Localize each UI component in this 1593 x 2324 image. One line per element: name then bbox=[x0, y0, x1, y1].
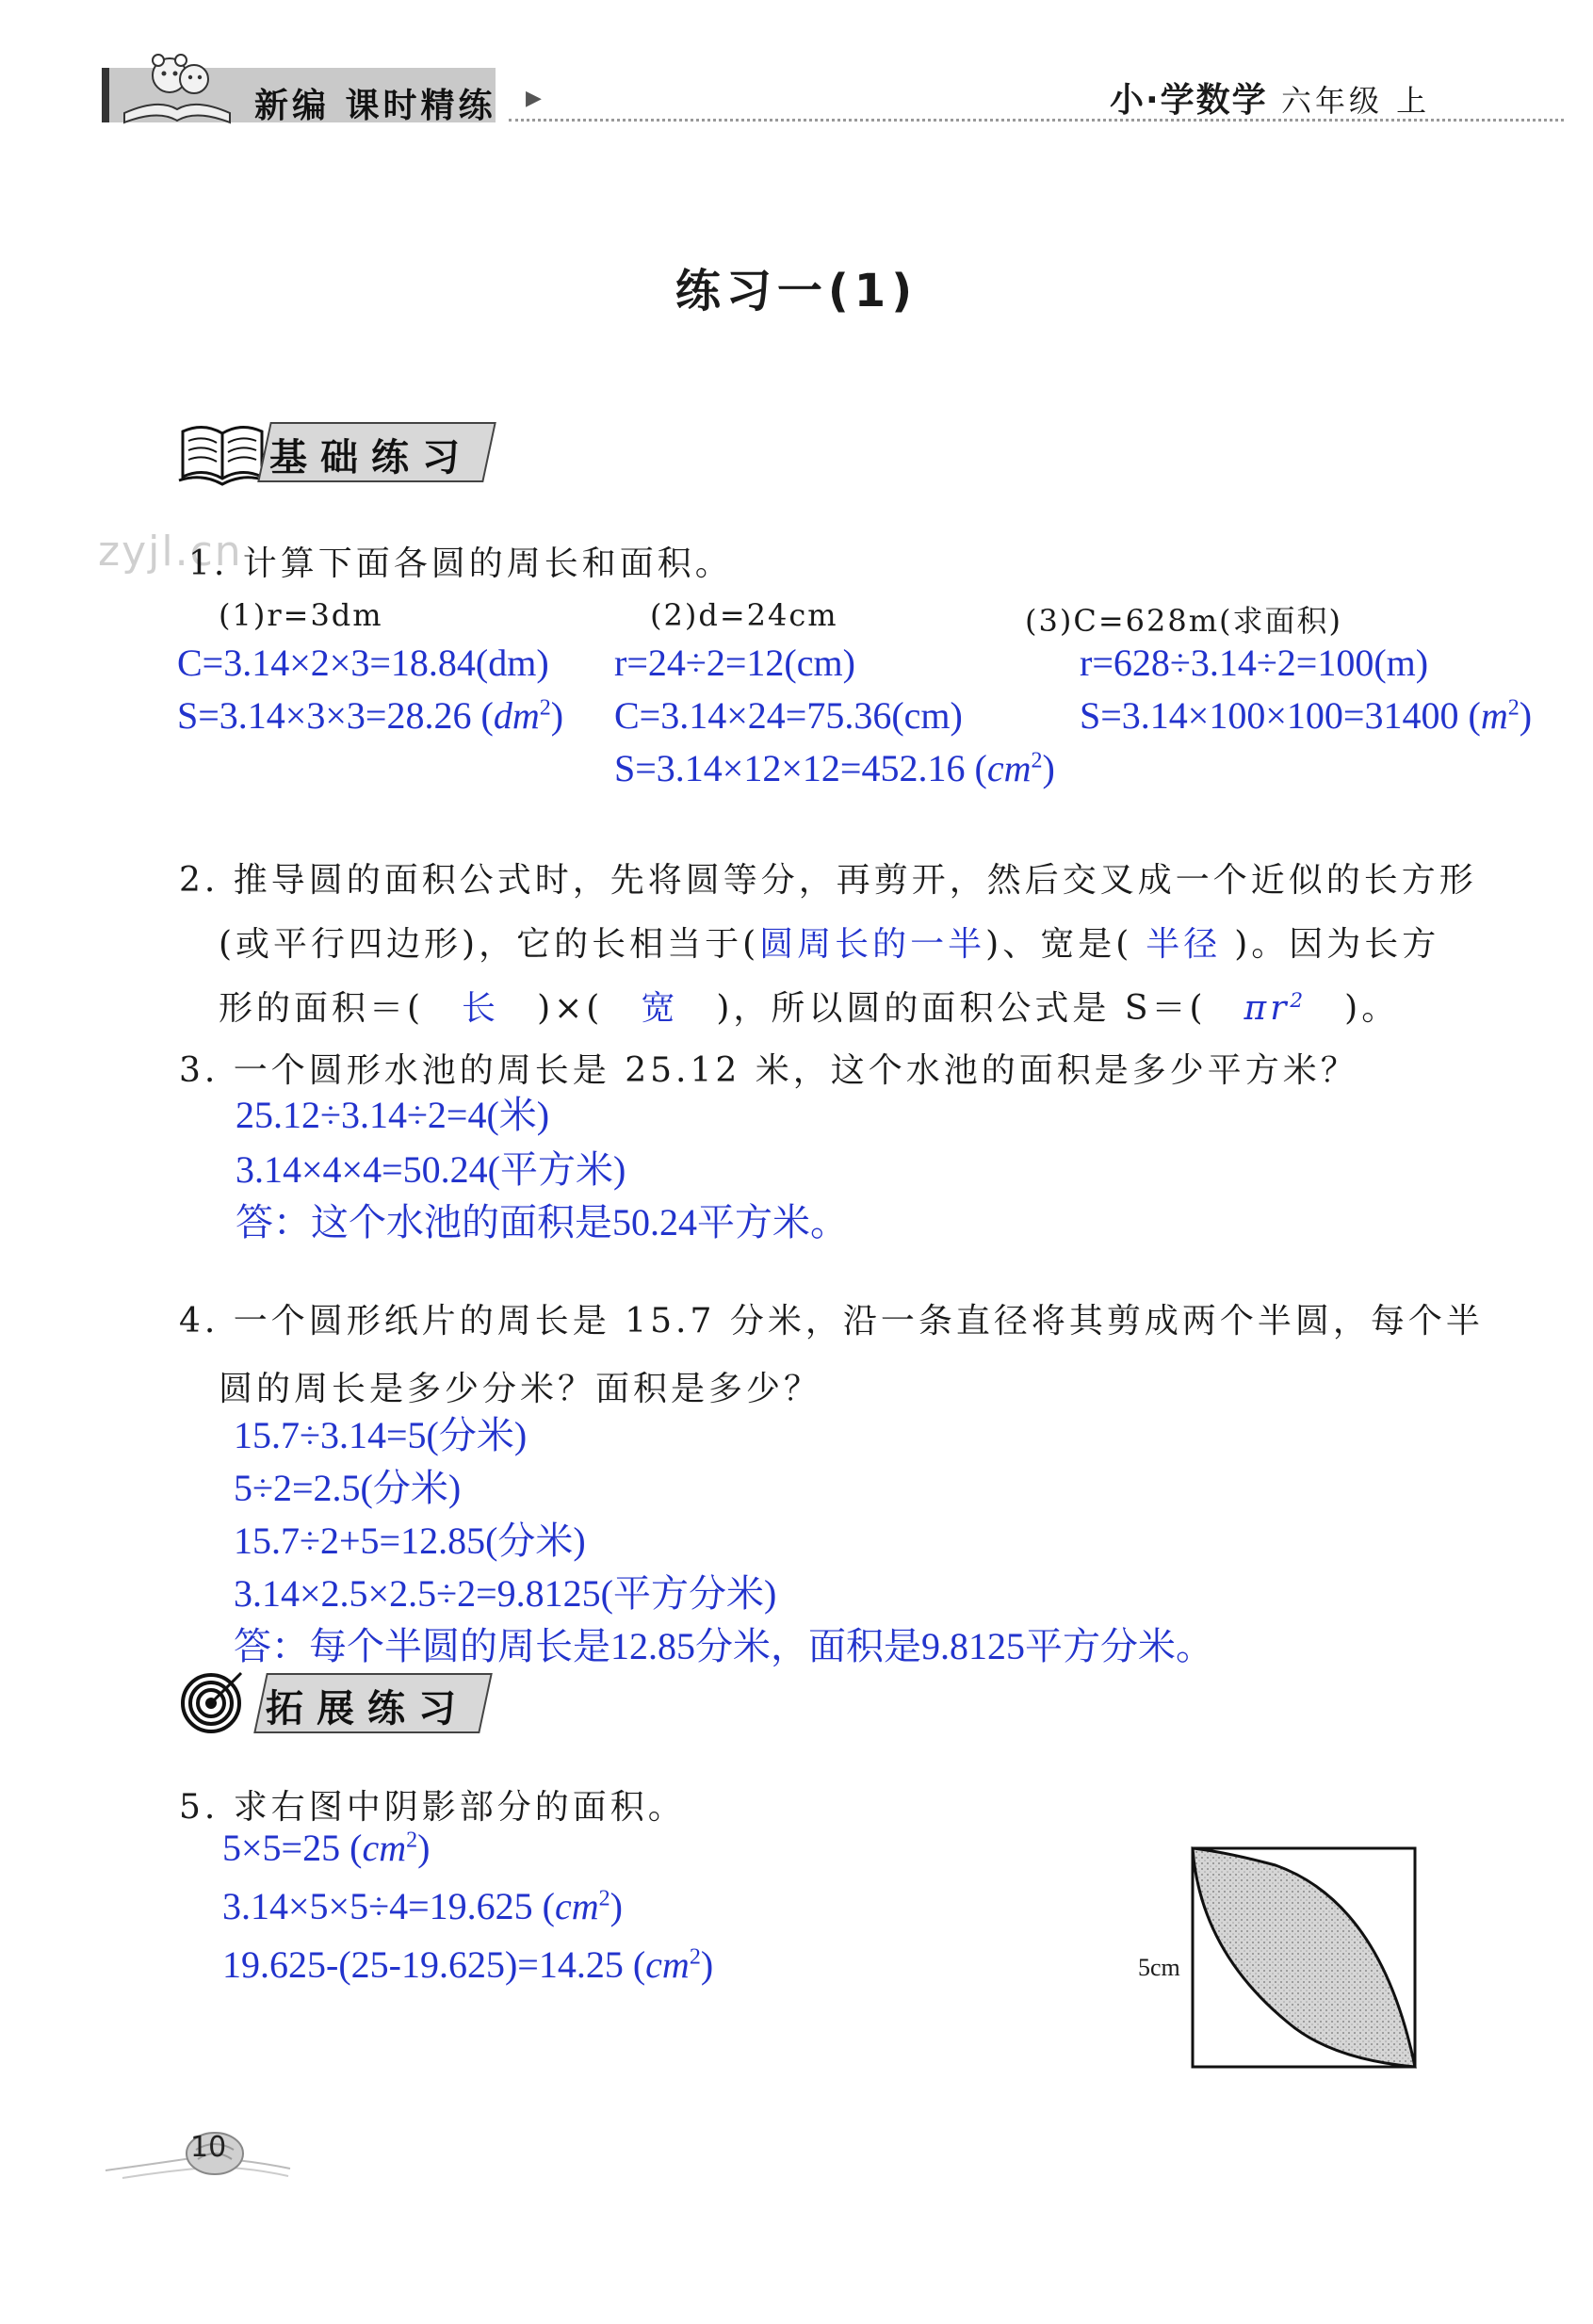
question-2-line-3: 形的面积＝( 长 )×( 宽 )，所以圆的面积公式是 S＝( $\pi r^2$ )。 bbox=[219, 989, 1400, 1028]
question-3-stem: 3. 一个圆形水池的周长是 25.12 米，这个水池的面积是多少平方米？ bbox=[179, 1051, 1358, 1090]
q1-part-3-answer-2: S=3.14×100×100=31400 $(m^2)$ bbox=[1080, 694, 1533, 737]
page-title: 练习一(1) bbox=[675, 265, 918, 317]
question-5-stem: 5. 求右图中阴影部分的面积。 bbox=[179, 1788, 686, 1827]
q4-answer-1: 15.7÷3.14=5(分米) bbox=[234, 1414, 528, 1456]
q2-blank-5: $\pi r^2$ bbox=[1244, 989, 1308, 1028]
q4-answer-5: 答：每个半圆的周长是12.85分米，面积是9.8125平方分米。 bbox=[234, 1625, 1213, 1667]
q2-blank-3: 长 bbox=[462, 989, 500, 1028]
section-title-basic: 基础练习 bbox=[269, 436, 473, 479]
q3-answer-3: 答：这个水池的面积是50.24平方米。 bbox=[236, 1201, 848, 1243]
q2-blank-2: 半径 bbox=[1146, 925, 1222, 964]
q4-answer-2: 5÷2=2.5(分米) bbox=[234, 1467, 462, 1509]
figure-side-label: 5cm bbox=[1138, 1954, 1180, 1981]
question-4-line-1: 4. 一个圆形纸片的周长是 15.7 分米，沿一条直径将其剪成两个半圆，每个半 bbox=[179, 1302, 1484, 1341]
page-number: 10 bbox=[190, 2131, 227, 2164]
section-title-extend: 拓展练习 bbox=[266, 1687, 469, 1731]
q2-blank-4: 宽 bbox=[641, 989, 679, 1028]
question-4-line-2: 圆的周长是多少分米？面积是多少？ bbox=[219, 1370, 822, 1408]
grade-label: 六年级 上 bbox=[1281, 83, 1431, 119]
q1-part-3-answer-1: r=628÷3.14÷2=100(m) bbox=[1080, 642, 1429, 684]
q3-answer-2: 3.14×4×4=50.24(平方米) bbox=[236, 1148, 626, 1191]
q5-answer-3: 19.625-(25-19.625)=14.25 $(cm^2)$ bbox=[222, 1943, 714, 1986]
brand-title: 新编 课时精练 bbox=[254, 87, 496, 125]
q1-part-1-label: (1)r=3dm bbox=[219, 597, 383, 633]
q5-answer-1: 5×5=25 $(cm^2)$ bbox=[222, 1827, 431, 1869]
question-2-line-1: 2. 推导圆的面积公式时，先将圆等分，再剪开，然后交叉成一个近似的长方形 bbox=[179, 861, 1477, 900]
target-icon bbox=[179, 1667, 247, 1735]
q1-part-1-answer-2: S=3.14×3×3=28.26 $(dm^2)$ bbox=[177, 694, 564, 737]
shaded-leaf-figure bbox=[1189, 1845, 1422, 2071]
header-rule bbox=[509, 119, 1564, 122]
q4-answer-3: 15.7÷2+5=12.85(分米) bbox=[234, 1520, 586, 1562]
triangle-arrow-icon: ▶ bbox=[526, 87, 542, 110]
q1-part-2-answer-2: C=3.14×24=75.36(cm) bbox=[614, 694, 963, 737]
q4-answer-4: 3.14×2.5×2.5÷2=9.8125(平方分米) bbox=[234, 1572, 777, 1615]
open-book-icon bbox=[177, 414, 268, 490]
q1-part-1-answer-1: C=3.14×2×3=18.84(dm) bbox=[177, 642, 549, 684]
q1-part-3-label: (3)C=628m(求面积) bbox=[1025, 603, 1343, 639]
question-2-line-2: (或平行四边形)，它的长相当于(圆周长的一半)、宽是( 半径 )。因为长方 bbox=[219, 925, 1440, 964]
q3-answer-1: 25.12÷3.14÷2=4(米) bbox=[236, 1094, 550, 1136]
q1-part-2-answer-3: S=3.14×12×12=452.16 $(cm^2)$ bbox=[614, 747, 1055, 789]
q2-blank-1: 圆周长的一半 bbox=[759, 925, 986, 964]
bear-book-logo-icon bbox=[121, 47, 234, 126]
watermark: zyjl.cn bbox=[98, 528, 243, 576]
subject-label: 小·学数学 bbox=[1110, 81, 1268, 120]
q5-answer-2: 3.14×5×5÷4=19.625 $(cm^2)$ bbox=[222, 1885, 623, 1927]
q1-part-2-label: (2)d=24cm bbox=[650, 597, 838, 633]
q1-part-2-answer-1: r=24÷2=12(cm) bbox=[614, 642, 855, 684]
question-1-stem: 1. 计算下面各圆的周长和面积。 bbox=[188, 544, 733, 583]
